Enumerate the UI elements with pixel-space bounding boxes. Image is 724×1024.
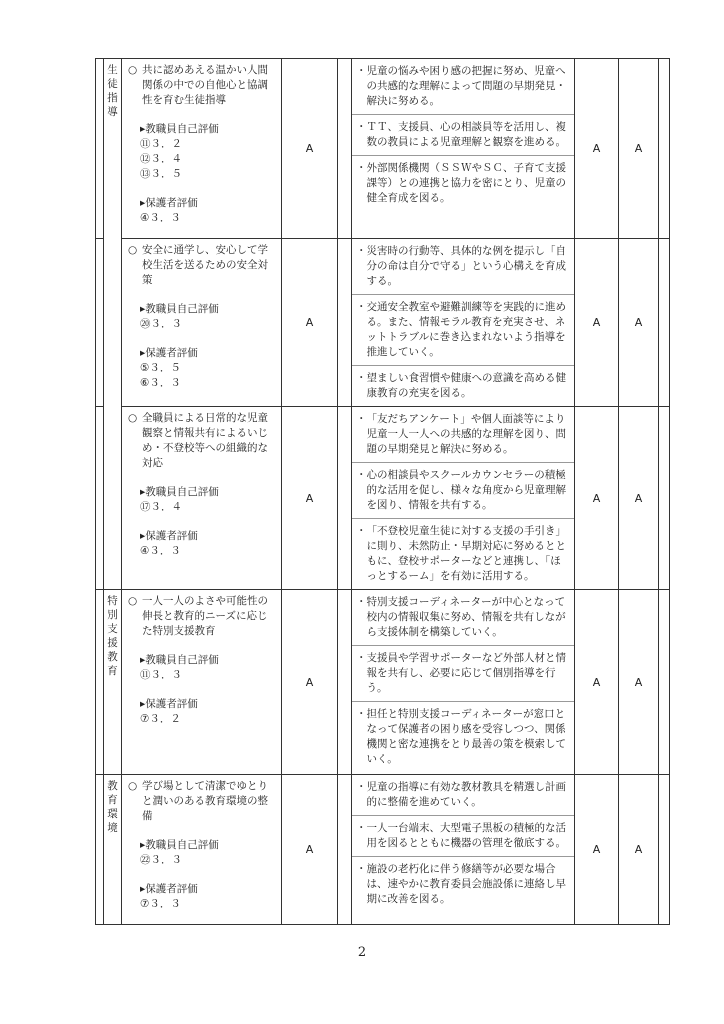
category-char: 支 bbox=[107, 623, 118, 635]
staff-score: ⑪３．２ bbox=[140, 138, 182, 150]
bullet-mark: ・ bbox=[356, 596, 367, 608]
row-gutter bbox=[96, 59, 104, 239]
result-cell-1: A bbox=[575, 407, 619, 590]
measures-cell bbox=[352, 775, 575, 925]
bullet-mark: ・ bbox=[356, 301, 367, 313]
result-cell-1: A bbox=[575, 59, 619, 239]
spacer-cell bbox=[338, 775, 352, 925]
category-char: 導 bbox=[107, 106, 118, 118]
circle-mark: ○ bbox=[128, 244, 138, 256]
table-row bbox=[96, 407, 670, 590]
goal-title bbox=[128, 411, 277, 471]
parent-score: ④３．３ bbox=[140, 545, 181, 557]
goal-title bbox=[128, 243, 277, 288]
measures-cell bbox=[352, 407, 575, 590]
bullet-mark: ・ bbox=[356, 781, 367, 793]
category-char: 育 bbox=[107, 794, 118, 806]
circle-mark: ○ bbox=[128, 412, 138, 424]
measure-item bbox=[352, 519, 574, 589]
staff-score: ⑫３．４ bbox=[140, 153, 182, 165]
result-cell-1: A bbox=[575, 239, 619, 407]
category-char: 援 bbox=[107, 637, 118, 649]
circle-mark: ○ bbox=[128, 64, 138, 76]
goal-text: 学び場として清潔でゆとりと潤いのある教育環境の整備 bbox=[142, 780, 268, 822]
measures-cell bbox=[352, 590, 575, 775]
goal-title bbox=[128, 594, 277, 639]
table-row bbox=[96, 775, 670, 925]
measures-cell bbox=[352, 59, 575, 239]
staff-eval-label: ▸教職員自己評価 bbox=[140, 486, 219, 498]
result-cell-2: A bbox=[619, 239, 659, 407]
spacer-cell bbox=[338, 239, 352, 407]
category-char: 環 bbox=[107, 808, 118, 820]
measure-item bbox=[352, 590, 574, 646]
goal-cell bbox=[122, 239, 282, 407]
category-char: 教 bbox=[107, 780, 118, 792]
measure-text: 支援員や学習サポーターなど外部人材と情報を共有し、必要に応じて個別指導を行う。 bbox=[366, 652, 566, 694]
circle-mark: ○ bbox=[128, 595, 138, 607]
table-body bbox=[96, 59, 670, 925]
measure-item bbox=[352, 239, 574, 295]
goal-text: 安全に通学し、安心して学校生活を送るための安全対策 bbox=[142, 244, 268, 286]
table-row bbox=[96, 239, 670, 407]
measure-text: ＴＴ、支援員、心の相談員等を活用し、複数の教員による児童理解と観察を進める。 bbox=[366, 121, 566, 148]
bullet-mark: ・ bbox=[356, 245, 367, 257]
staff-eval-label: ▸教職員自己評価 bbox=[140, 123, 219, 135]
table-row bbox=[96, 59, 670, 239]
parent-eval-label: ▸保護者評価 bbox=[140, 197, 198, 209]
measure-text: 特別支援コーディネーターが中心となって校内の情報収集に努め、情報を共有しながら支援体制を構築していく。 bbox=[366, 596, 566, 638]
measure-text: 外部関係機関（ＳＳＷやＳＣ、子育て支援課等）との連携と協力を密にとり、児童の健全育成を図る。 bbox=[366, 162, 566, 204]
category-char: 別 bbox=[107, 609, 118, 621]
staff-eval-label: ▸教職員自己評価 bbox=[140, 303, 219, 315]
measure-text: 心の相談員やスクールカウンセラーの積極的な活用を促し、様々な角度から児童理解を図り、情報を共有する。 bbox=[366, 469, 566, 511]
tail-cell bbox=[659, 59, 670, 239]
staff-eval-label: ▸教職員自己評価 bbox=[140, 839, 219, 851]
row-gutter bbox=[96, 590, 104, 775]
goal-cell bbox=[122, 59, 282, 239]
category-char: 生 bbox=[107, 64, 118, 76]
grade-cell: A bbox=[282, 59, 338, 239]
measure-text: 一人一台端末、大型電子黒板の積極的な活用を図るとともに機器の管理を徹底する。 bbox=[366, 822, 566, 849]
goal-title bbox=[128, 779, 277, 824]
circle-mark: ○ bbox=[128, 780, 138, 792]
measure-item bbox=[352, 646, 574, 702]
goal-cell bbox=[122, 407, 282, 590]
staff-score: ㉒３．３ bbox=[140, 854, 182, 866]
measure-item bbox=[352, 366, 574, 406]
table-row bbox=[96, 590, 670, 775]
measure-item bbox=[352, 816, 574, 857]
measure-item bbox=[352, 857, 574, 912]
measure-text: 「友だちアンケート」や個人面談等により児童一人一人への共感的な理解を図り、問題の早期発見と解決に努める。 bbox=[366, 413, 566, 455]
parent-score: ⑦３．２ bbox=[140, 713, 181, 725]
tail-cell bbox=[659, 590, 670, 775]
parent-eval-label: ▸保護者評価 bbox=[140, 698, 198, 710]
category-char: 特 bbox=[107, 595, 118, 607]
measure-text: 担任と特別支援コーディネーターが窓口となって保護者の困り感を受容しつつ、関係機関と密な連携をとり最善の策を模索していく。 bbox=[366, 708, 566, 765]
row-gutter bbox=[96, 239, 104, 407]
category-char: 教 bbox=[107, 651, 118, 663]
grade-cell: A bbox=[282, 590, 338, 775]
goal-text: 共に認めあえる温かい人間関係の中での自他心と協調性を育む生徒指導 bbox=[142, 64, 268, 106]
spacer-cell bbox=[338, 590, 352, 775]
bullet-mark: ・ bbox=[356, 822, 367, 834]
staff-score: ⑳３．３ bbox=[140, 318, 182, 330]
goal-text: 一人一人のよさや可能性の伸長と教育的ニーズに応じた特別支援教育 bbox=[142, 595, 268, 637]
measure-text: 「不登校児童生徒に対する支援の手引き」に則り、未然防止・早期対応に努めるとともに、登校サポーターなどと連携し、「ほっとするーム」を有効に活用する。 bbox=[366, 525, 566, 582]
measure-item bbox=[352, 59, 574, 115]
bullet-mark: ・ bbox=[356, 65, 367, 77]
parent-score: ⑦３．３ bbox=[140, 898, 181, 910]
measure-text: 災害時の行動等、具体的な例を提示し「自分の命は自分で守る」という心構えを育成する。 bbox=[366, 245, 566, 287]
staff-eval-label: ▸教職員自己評価 bbox=[140, 654, 219, 666]
result-cell-2: A bbox=[619, 59, 659, 239]
goal-cell bbox=[122, 775, 282, 925]
measure-text: 交通安全教室や避難訓練等を実践的に進める。また、情報モラル教育を充実させ、ネットトラブルに巻き込まれないよう指導を推進していく。 bbox=[366, 301, 566, 358]
measure-item bbox=[352, 463, 574, 519]
measure-item bbox=[352, 115, 574, 156]
parent-eval-label: ▸保護者評価 bbox=[140, 530, 198, 542]
bullet-mark: ・ bbox=[356, 372, 367, 384]
category-cell bbox=[104, 775, 122, 925]
tail-cell bbox=[659, 407, 670, 590]
tail-cell bbox=[659, 239, 670, 407]
category-cell bbox=[104, 59, 122, 590]
measure-text: 児童の指導に有効な教材教具を精選し計画的に整備を進めていく。 bbox=[366, 781, 566, 808]
bullet-mark: ・ bbox=[356, 162, 367, 174]
measure-item bbox=[352, 407, 574, 463]
result-cell-2: A bbox=[619, 775, 659, 925]
measure-item bbox=[352, 702, 574, 772]
bullet-mark: ・ bbox=[356, 413, 367, 425]
measure-text: 施設の老朽化に伴う修繕等が必要な場合は、速やかに教育委員会施設係に連絡し早期に改善を図る。 bbox=[366, 863, 566, 905]
staff-score: ⑪３．３ bbox=[140, 669, 182, 681]
spacer-cell bbox=[338, 59, 352, 239]
measure-item bbox=[352, 775, 574, 816]
row-gutter bbox=[96, 775, 104, 925]
grade-cell: A bbox=[282, 239, 338, 407]
category-char: 徒 bbox=[107, 78, 118, 90]
bullet-mark: ・ bbox=[356, 121, 367, 133]
bullet-mark: ・ bbox=[356, 525, 367, 537]
category-char: 指 bbox=[107, 92, 118, 104]
parent-score: ⑥３．３ bbox=[140, 377, 181, 389]
result-cell-1: A bbox=[575, 590, 619, 775]
category-cell bbox=[104, 590, 122, 775]
measure-text: 児童の悩みや困り感の把握に努め、児童への共感的な理解によって問題の早期発見・解決に努める。 bbox=[366, 65, 566, 107]
parent-score: ⑤３．５ bbox=[140, 362, 181, 374]
measure-item bbox=[352, 156, 574, 211]
spacer-cell bbox=[338, 407, 352, 590]
result-cell-2: A bbox=[619, 590, 659, 775]
measure-item bbox=[352, 295, 574, 366]
parent-score: ④３．３ bbox=[140, 212, 181, 224]
staff-score: ⑬３．５ bbox=[140, 168, 182, 180]
parent-eval-label: ▸保護者評価 bbox=[140, 883, 198, 895]
category-char: 育 bbox=[107, 665, 118, 677]
parent-eval-label: ▸保護者評価 bbox=[140, 347, 198, 359]
staff-score: ⑰３．４ bbox=[140, 501, 182, 513]
goal-title bbox=[128, 63, 277, 108]
goal-text: 全職員による日常的な児童観察と情報共有によるいじめ・不登校等への組織的な対応 bbox=[142, 412, 268, 469]
bullet-mark: ・ bbox=[356, 469, 367, 481]
measure-text: 望ましい食習慣や健康への意識を高める健康教育の充実を図る。 bbox=[366, 372, 566, 399]
grade-cell: A bbox=[282, 407, 338, 590]
page-number: 2 bbox=[357, 945, 367, 960]
bullet-mark: ・ bbox=[356, 652, 367, 664]
row-gutter bbox=[96, 407, 104, 590]
bullet-mark: ・ bbox=[356, 863, 367, 875]
goal-cell bbox=[122, 590, 282, 775]
result-cell-1: A bbox=[575, 775, 619, 925]
measures-cell bbox=[352, 239, 575, 407]
result-cell-2: A bbox=[619, 407, 659, 590]
category-char: 境 bbox=[107, 822, 118, 834]
grade-cell: A bbox=[282, 775, 338, 925]
evaluation-table bbox=[95, 58, 670, 925]
tail-cell bbox=[659, 775, 670, 925]
bullet-mark: ・ bbox=[356, 708, 367, 720]
